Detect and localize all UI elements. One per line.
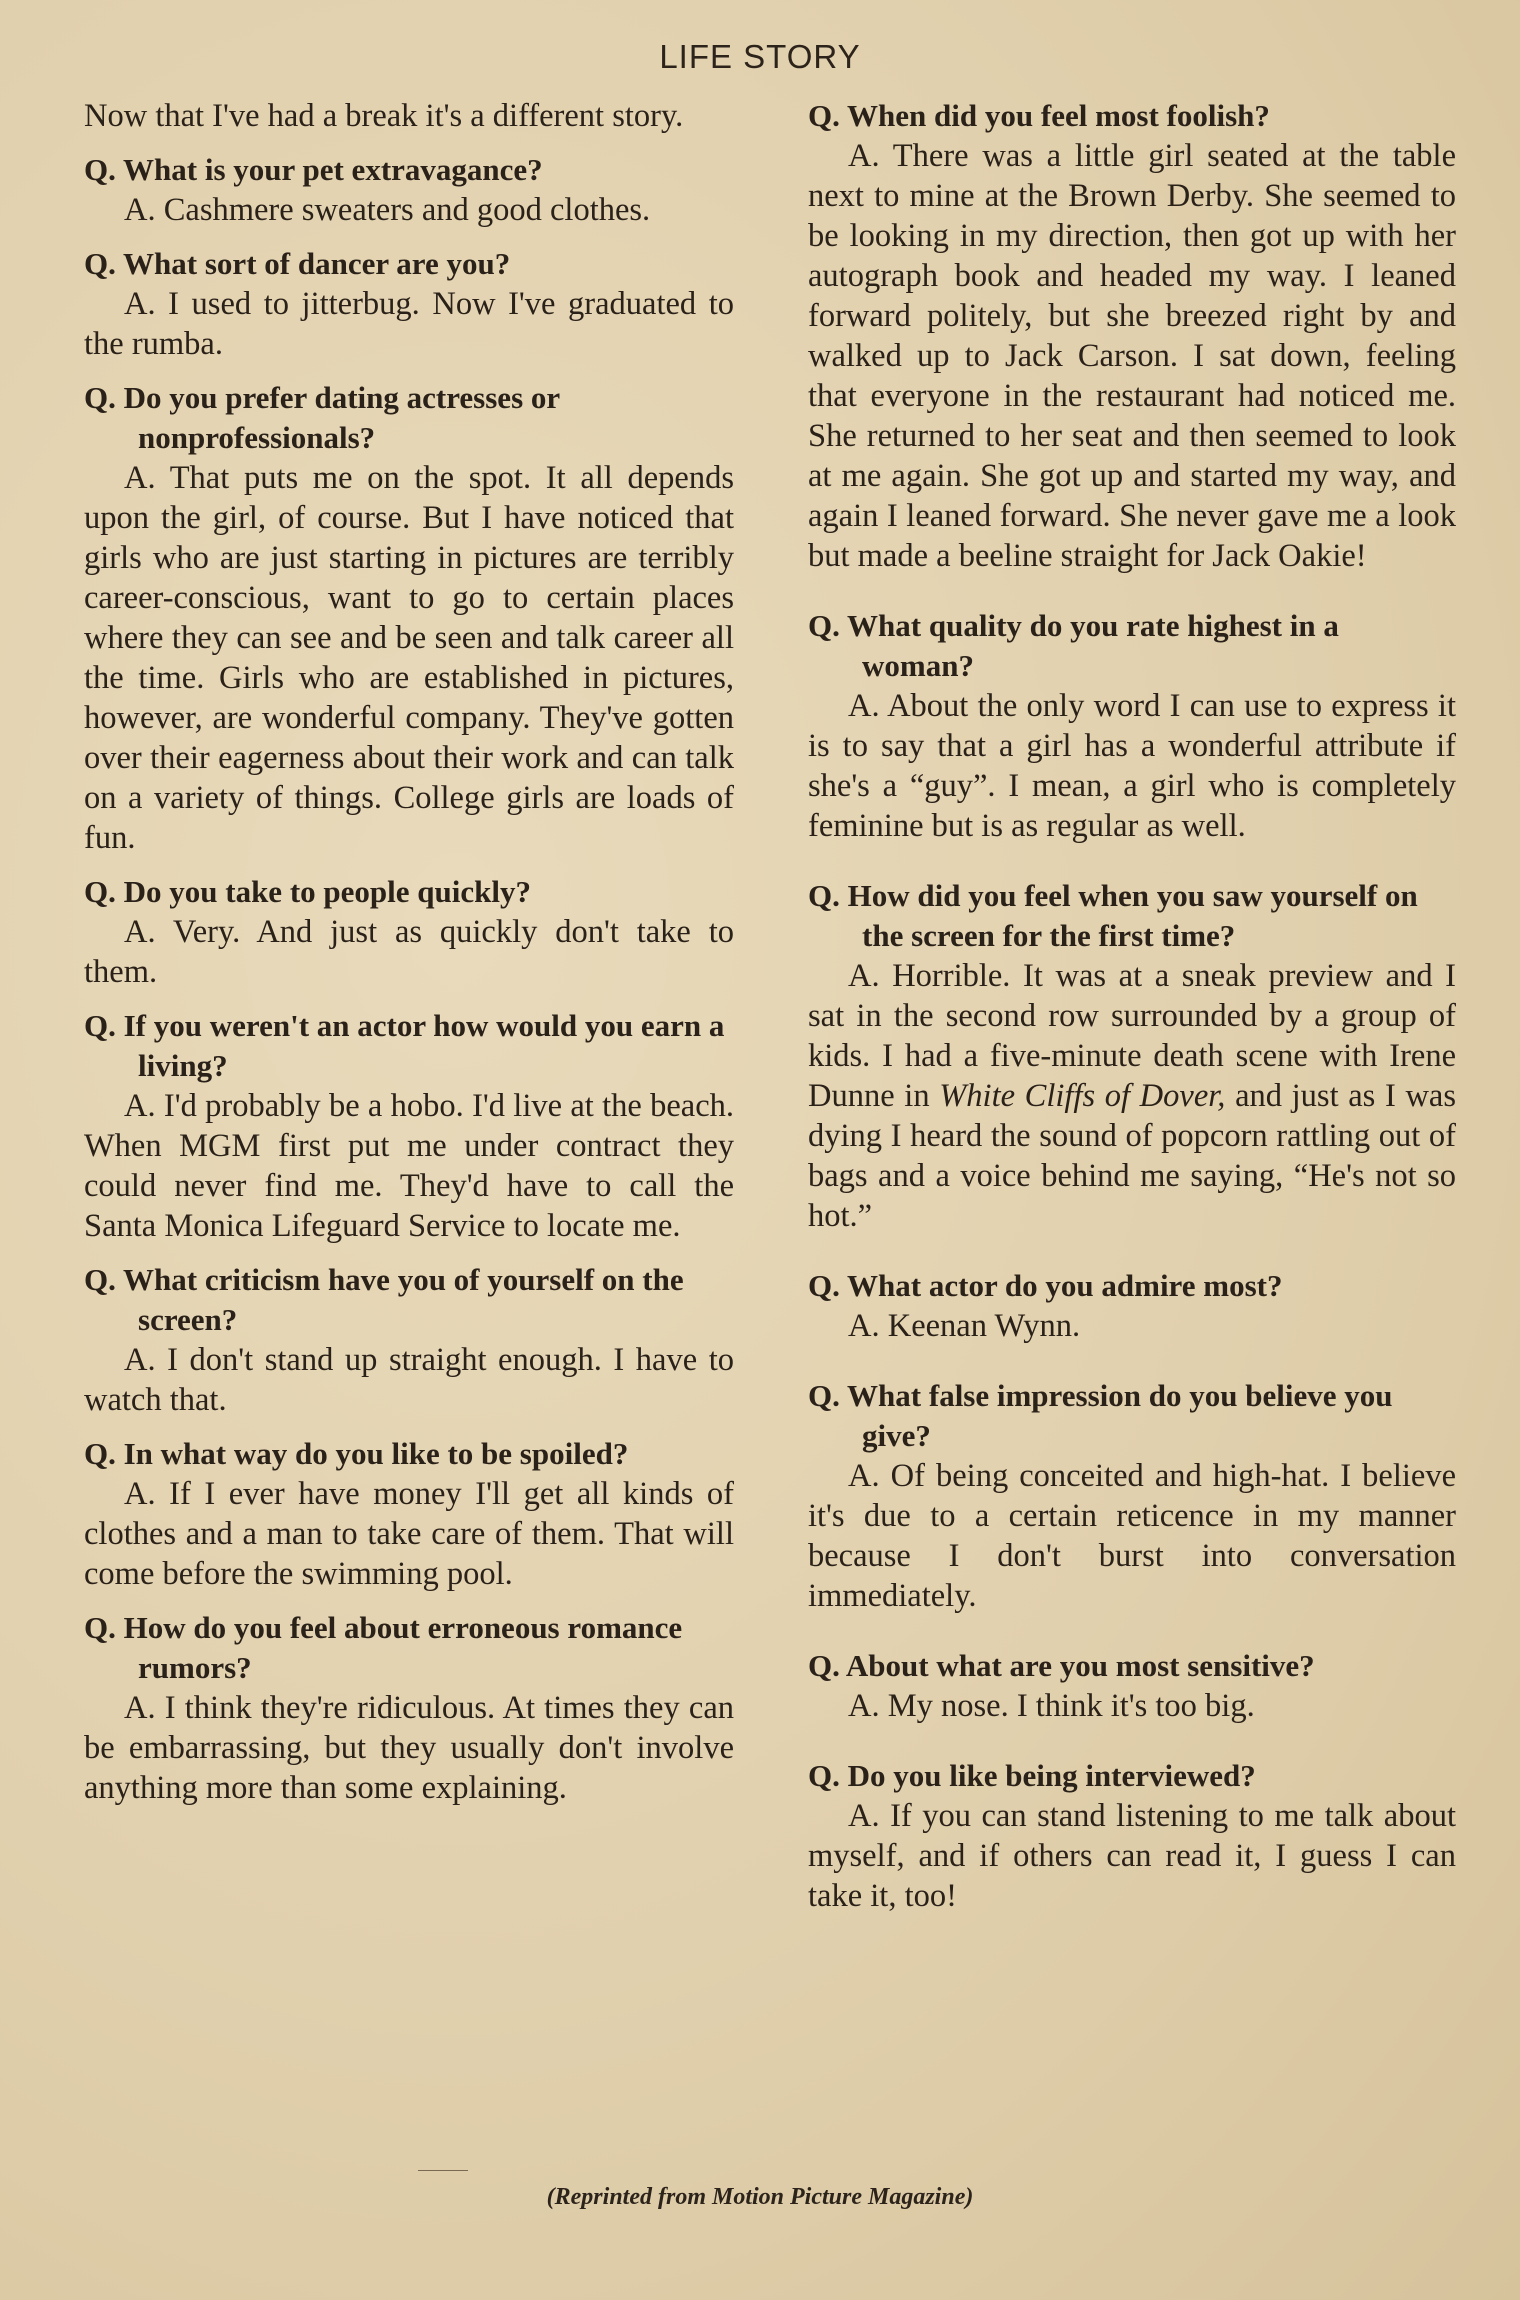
answer: A. My nose. I think it's too big. bbox=[848, 1688, 1255, 1724]
qa-item bbox=[84, 378, 734, 858]
answer: A. If I ever have money I'll get all kinds of clothes and a man to take care of them. That will come before the swimming pool. bbox=[84, 1476, 734, 1592]
answer: A. That puts me on the spot. It all depends upon the girl, of course. But I have noticed that girls who are just starting in pictures are terribly career-conscious, want to go to certain places where they can see and be seen and talk career all the time. Girls who are established in pictures, however, are wonderful company. They've gotten over their eagerness about their work and can talk on a variety of things. College girls are loads of fun. bbox=[84, 460, 734, 856]
footer-rule bbox=[418, 2170, 468, 2171]
lead-paragraph: Now that I've had a break it's a different story. bbox=[84, 98, 684, 134]
reprint-credit: (Reprinted from Motion Picture Magazine) bbox=[546, 2184, 974, 2210]
question: Q. If you weren't an actor how would you earn a living? bbox=[84, 1008, 725, 1083]
answer: A. Very. And just as quickly don't take to them. bbox=[84, 914, 734, 990]
right-column bbox=[808, 96, 1456, 1930]
question: Q. What criticism have you of yourself on the screen? bbox=[84, 1262, 684, 1337]
answer: A. I'd probably be a hobo. I'd live at the beach. When MGM first put me under contract they could never find me. They'd have to call the Santa Monica Lifeguard Service to locate me. bbox=[84, 1088, 734, 1244]
answer: A. If you can stand listening to me talk about myself, and if others can read it, I guess I can take it, too! bbox=[808, 1798, 1456, 1914]
answer: A. I used to jitterbug. Now I've graduated to the rumba. bbox=[84, 286, 734, 362]
qa-item bbox=[84, 1260, 734, 1420]
qa-item bbox=[84, 872, 734, 992]
running-head: LIFE STORY bbox=[659, 38, 861, 75]
left-column bbox=[84, 96, 734, 1822]
qa-item bbox=[808, 876, 1456, 1236]
answer: A. Of being conceited and high-hat. I believe it's due to a certain reticence in my manner because I don't burst into conversation immediately. bbox=[808, 1458, 1456, 1614]
question: Q. What false impression do you believe you give? bbox=[808, 1378, 1393, 1453]
answer: A. There was a little girl seated at the table next to mine at the Brown Derby. She seemed to be looking in my direction, then got up with her autograph book and headed my way. I leaned forward politely, but she breezed right by and walked up to Jack Carson. I sat down, feeling that everyone in the restaurant had noticed me. She returned to her seat and then seemed to look at me again. She got up and started my way, and again I leaned forward. She never gave me a look but made a beeline straight for Jack Oakie! bbox=[808, 138, 1456, 574]
film-title: White Cliffs of Dover, bbox=[939, 1078, 1226, 1114]
qa-item bbox=[808, 1646, 1456, 1726]
answer-text: A. Horrible. It was at a sneak preview and I sat in the second row surrounded by a group of kids. I had a five-minute death scene with Irene Dunne in bbox=[808, 958, 1456, 1114]
question: Q. What actor do you admire most? bbox=[808, 1268, 1283, 1303]
question: Q. Do you take to people quickly? bbox=[84, 874, 531, 909]
question: Q. About what are you most sensitive? bbox=[808, 1648, 1315, 1683]
qa-item bbox=[808, 1756, 1456, 1916]
qa-item bbox=[808, 1266, 1456, 1346]
qa-item bbox=[84, 1006, 734, 1246]
qa-item bbox=[84, 150, 734, 230]
answer: A. I think they're ridiculous. At times they can be embarrassing, but they usually don't involve anything more than some explaining. bbox=[84, 1690, 734, 1806]
qa-item bbox=[84, 1608, 734, 1808]
answer: A. About the only word I can use to express it is to say that a girl has a wonderful attribute if she's a “guy”. I mean, a girl who is completely feminine but is as regular as well. bbox=[808, 688, 1456, 844]
question: Q. How did you feel when you saw yourself on the screen for the first time? bbox=[808, 878, 1418, 953]
qa-item bbox=[808, 1376, 1456, 1616]
qa-item bbox=[808, 606, 1456, 846]
question: Q. How do you feel about erroneous romance rumors? bbox=[84, 1610, 683, 1685]
question: Q. What is your pet extravagance? bbox=[84, 152, 543, 187]
qa-item bbox=[84, 1434, 734, 1594]
answer-text: and just as I was dying I heard the sound of popcorn rattling out of bags and a voice behind me saying, “He's not so hot.” bbox=[808, 1078, 1456, 1234]
question: Q. Do you like being interviewed? bbox=[808, 1758, 1256, 1793]
answer: A. Keenan Wynn. bbox=[848, 1308, 1081, 1344]
answer: A. Cashmere sweaters and good clothes. bbox=[124, 192, 651, 228]
question: Q. In what way do you like to be spoiled? bbox=[84, 1436, 629, 1471]
question: Q. What quality do you rate highest in a woman? bbox=[808, 608, 1339, 683]
question: Q. Do you prefer dating actresses or nonprofessionals? bbox=[84, 380, 560, 455]
question: Q. What sort of dancer are you? bbox=[84, 246, 511, 281]
qa-item bbox=[808, 96, 1456, 576]
question: Q. When did you feel most foolish? bbox=[808, 98, 1270, 133]
qa-item bbox=[84, 244, 734, 364]
answer: A. I don't stand up straight enough. I have to watch that. bbox=[84, 1342, 734, 1418]
answer bbox=[808, 956, 1456, 1236]
